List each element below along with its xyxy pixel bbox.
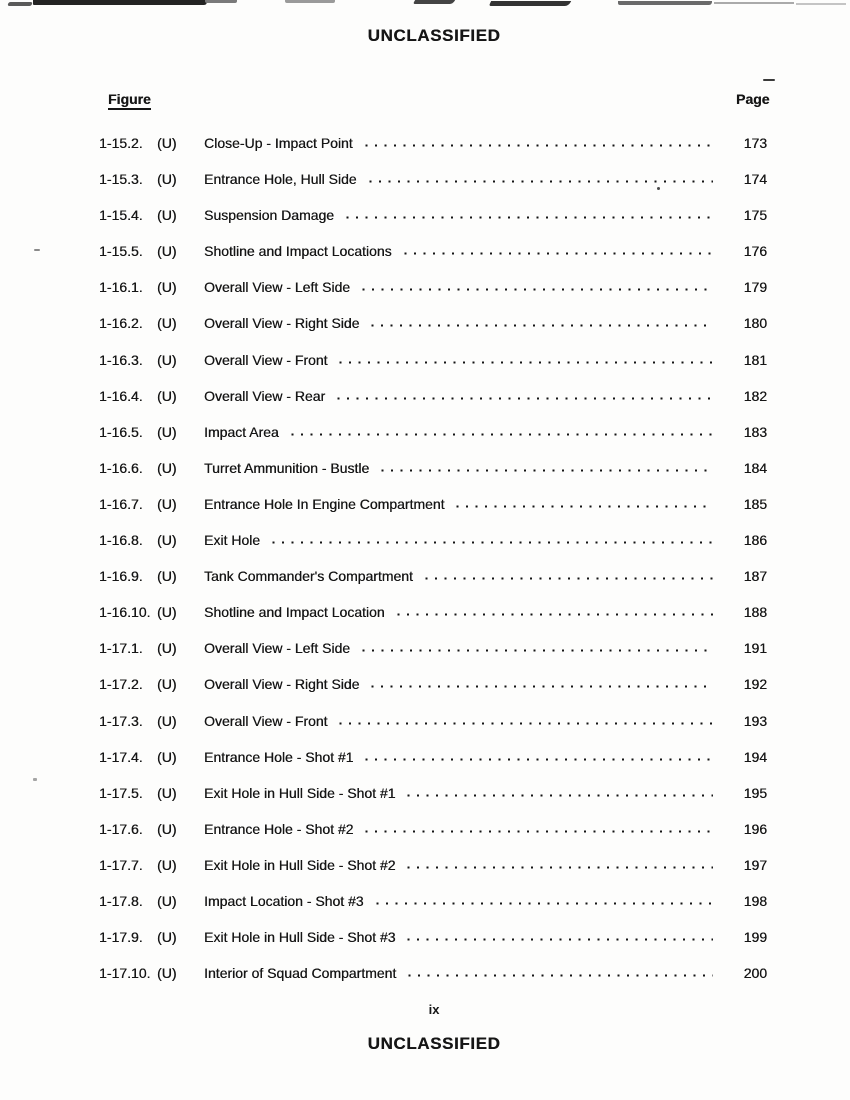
- figure-number: 1-17.5.: [99, 784, 143, 801]
- classification-mark: (U): [157, 965, 177, 982]
- figure-number: 1-16.10.: [99, 604, 151, 621]
- dot-leader: [370, 673, 713, 689]
- figure-number: 1-16.3.: [99, 351, 143, 368]
- toc-row: [99, 555, 767, 591]
- dot-leader: [396, 601, 713, 617]
- toc-row: [99, 880, 767, 916]
- classification-mark: (U): [157, 279, 177, 296]
- classification-mark: (U): [157, 748, 177, 765]
- page-number: 199: [743, 929, 767, 946]
- figure-number: 1-17.2.: [99, 676, 143, 693]
- figure-title: Overall View - Front: [204, 351, 328, 368]
- dot-leader: [406, 782, 713, 798]
- classification-mark: (U): [157, 604, 177, 621]
- classification-mark: (U): [157, 171, 177, 188]
- dot-leader: [380, 457, 713, 473]
- figure-title: Exit Hole in Hull Side - Shot #1: [204, 784, 396, 801]
- figure-number: 1-16.9.: [99, 568, 143, 585]
- figure-number: 1-16.7.: [99, 495, 143, 512]
- figure-number: 1-17.7.: [99, 856, 143, 873]
- classification-mark: (U): [157, 640, 177, 657]
- figure-title: Impact Area: [204, 423, 279, 440]
- toc-row: [99, 627, 767, 663]
- page-number: 196: [743, 820, 767, 837]
- figure-title: Entrance Hole - Shot #2: [204, 820, 354, 837]
- page-number: 180: [743, 315, 767, 332]
- scan-artifact: [763, 79, 775, 81]
- figure-title: Shotline and Impact Location: [204, 604, 385, 621]
- classification-mark: (U): [157, 712, 177, 729]
- page-number: 184: [743, 459, 767, 476]
- page-number: 198: [743, 892, 767, 909]
- classification-mark: (U): [157, 315, 177, 332]
- figure-column-header: Figure: [108, 91, 151, 110]
- classification-banner-top: UNCLASSIFIED: [367, 26, 501, 45]
- page-number: 194: [743, 748, 767, 765]
- figure-title: Suspension Damage: [204, 207, 334, 224]
- figure-title: Exit Hole: [204, 532, 261, 549]
- toc-row: [99, 122, 767, 158]
- scan-artifact: [796, 3, 846, 5]
- page-number: 174: [743, 171, 767, 188]
- scan-artifact: [714, 2, 794, 4]
- figure-number: 1-16.1.: [99, 279, 143, 296]
- dot-leader: [375, 890, 713, 906]
- toc-row: [99, 158, 767, 194]
- page-number: 197: [743, 856, 767, 873]
- figure-title: Entrance Hole, Hull Side: [204, 171, 357, 188]
- classification-mark: (U): [157, 459, 177, 476]
- toc-row: [99, 194, 767, 230]
- scan-artifact: [489, 1, 571, 6]
- dot-leader: [370, 312, 713, 328]
- figure-title: Interior of Squad Compartment: [204, 965, 397, 982]
- figure-number: 1-15.5.: [99, 243, 143, 260]
- toc-row: [99, 230, 767, 266]
- figure-title: Overall View - Left Side: [204, 279, 351, 296]
- toc-row: [99, 700, 767, 736]
- figure-title: Impact Location - Shot #3: [204, 892, 364, 909]
- classification-mark: (U): [157, 568, 177, 585]
- toc-row: [99, 952, 767, 988]
- figure-title: Close-Up - Impact Point: [204, 135, 353, 151]
- page-number: 186: [743, 532, 767, 549]
- figure-number: 1-17.3.: [99, 712, 143, 729]
- toc-row: [99, 483, 767, 519]
- classification-mark: (U): [157, 532, 177, 549]
- classification-mark: (U): [157, 784, 177, 801]
- page-number: 192: [743, 676, 767, 693]
- scan-artifact: [413, 0, 455, 4]
- page-number: 183: [743, 423, 767, 440]
- figure-title: Turret Ammunition - Bustle: [204, 459, 370, 476]
- page-number: 182: [743, 387, 767, 404]
- figure-number: 1-16.2.: [99, 315, 143, 332]
- page-number: 181: [743, 351, 767, 368]
- toc-row: [99, 375, 767, 411]
- dot-leader: [364, 818, 713, 834]
- figure-title: Entrance Hole In Engine Compartment: [204, 495, 445, 512]
- scan-artifact: [618, 1, 712, 5]
- classification-mark: (U): [157, 495, 177, 512]
- figure-number: 1-17.8.: [99, 892, 143, 909]
- figure-title: Exit Hole in Hull Side - Shot #3: [204, 929, 396, 946]
- page-number: 173: [743, 135, 767, 151]
- scan-artifact: [7, 2, 32, 6]
- scan-artifact: [33, 778, 37, 781]
- dot-leader: [424, 565, 713, 581]
- toc-row: [99, 591, 767, 627]
- figure-title: Shotline and Impact Locations: [204, 243, 392, 260]
- toc-row: [99, 519, 767, 555]
- classification-mark: (U): [157, 423, 177, 440]
- figure-number: 1-16.4.: [99, 387, 143, 404]
- page-number: 176: [743, 243, 767, 260]
- figure-number: 1-15.3.: [99, 171, 143, 188]
- dot-leader: [345, 204, 713, 220]
- toc-row: [99, 339, 767, 375]
- figure-number: 1-17.9.: [99, 929, 143, 946]
- dot-leader: [368, 168, 713, 184]
- figure-title: Entrance Hole - Shot #1: [204, 748, 354, 765]
- page-column-header: Page: [736, 91, 850, 1100]
- figure-title: Overall View - Right Side: [204, 315, 360, 332]
- figure-title: Exit Hole in Hull Side - Shot #2: [204, 856, 396, 873]
- page-number: 175: [743, 207, 767, 224]
- figure-number: 1-15.2.: [99, 135, 143, 151]
- dot-leader: [338, 349, 713, 365]
- dot-leader: [406, 926, 713, 942]
- toc-row: [99, 411, 767, 447]
- classification-mark: (U): [157, 351, 177, 368]
- toc-row: [99, 736, 767, 772]
- scan-artifact: [205, 0, 237, 3]
- toc-row: [99, 302, 767, 338]
- classification-mark: (U): [157, 676, 177, 693]
- dot-leader: [364, 746, 713, 762]
- figure-title: Overall View - Right Side: [204, 676, 360, 693]
- figure-number: 1-16.6.: [99, 459, 143, 476]
- classification-mark: (U): [157, 387, 177, 404]
- toc-row: [99, 916, 767, 952]
- classification-mark: (U): [157, 856, 177, 873]
- figure-title: Tank Commander's Compartment: [204, 568, 413, 585]
- classification-mark: (U): [157, 929, 177, 946]
- figure-title: Overall View - Left Side: [204, 640, 351, 657]
- figure-number: 1-17.1.: [99, 640, 143, 657]
- dot-leader: [455, 493, 713, 509]
- toc-row: [99, 808, 767, 844]
- toc-row: [99, 844, 767, 880]
- toc-row: [99, 266, 767, 302]
- dot-leader: [403, 240, 713, 256]
- figure-title: Overall View - Front: [204, 712, 328, 729]
- folio-page-number: ix: [428, 1002, 440, 1017]
- classification-mark: (U): [157, 820, 177, 837]
- figure-number: 1-17.4.: [99, 748, 143, 765]
- page-number: 187: [743, 568, 767, 585]
- page-number: 179: [743, 279, 767, 296]
- classification-mark: (U): [157, 243, 177, 260]
- figure-number: 1-17.10.: [99, 965, 151, 982]
- toc-row: [99, 447, 767, 483]
- scan-artifact: [34, 249, 40, 251]
- classification-mark: (U): [157, 135, 177, 151]
- figure-title: Overall View - Rear: [204, 387, 326, 404]
- dot-leader: [290, 421, 713, 437]
- dot-leader: [336, 385, 713, 401]
- toc-list: [99, 122, 767, 988]
- dot-leader: [271, 529, 713, 545]
- toc-row: [99, 772, 767, 808]
- scan-artifact: [33, 0, 207, 5]
- page-number: 195: [743, 784, 767, 801]
- dot-leader: [406, 854, 713, 870]
- toc-row: [99, 663, 767, 699]
- page-number: 200: [743, 965, 767, 982]
- dot-leader: [361, 276, 713, 292]
- figure-number: 1-16.5.: [99, 423, 143, 440]
- figure-number: 1-15.4.: [99, 207, 143, 224]
- dot-leader: [338, 710, 713, 726]
- dot-leader: [361, 637, 713, 653]
- dot-leader: [407, 962, 713, 978]
- classification-banner-bottom: UNCLASSIFIED: [367, 1034, 501, 1053]
- page-number: 188: [743, 604, 767, 621]
- figure-number: 1-16.8.: [99, 532, 143, 549]
- dot-leader: [364, 132, 713, 148]
- figure-number: 1-17.6.: [99, 820, 143, 837]
- page-number: 185: [743, 495, 767, 512]
- page-number: 193: [743, 712, 767, 729]
- classification-mark: (U): [157, 892, 177, 909]
- scan-artifact: [285, 0, 335, 3]
- classification-mark: (U): [157, 207, 177, 224]
- page-number: 191: [743, 640, 767, 657]
